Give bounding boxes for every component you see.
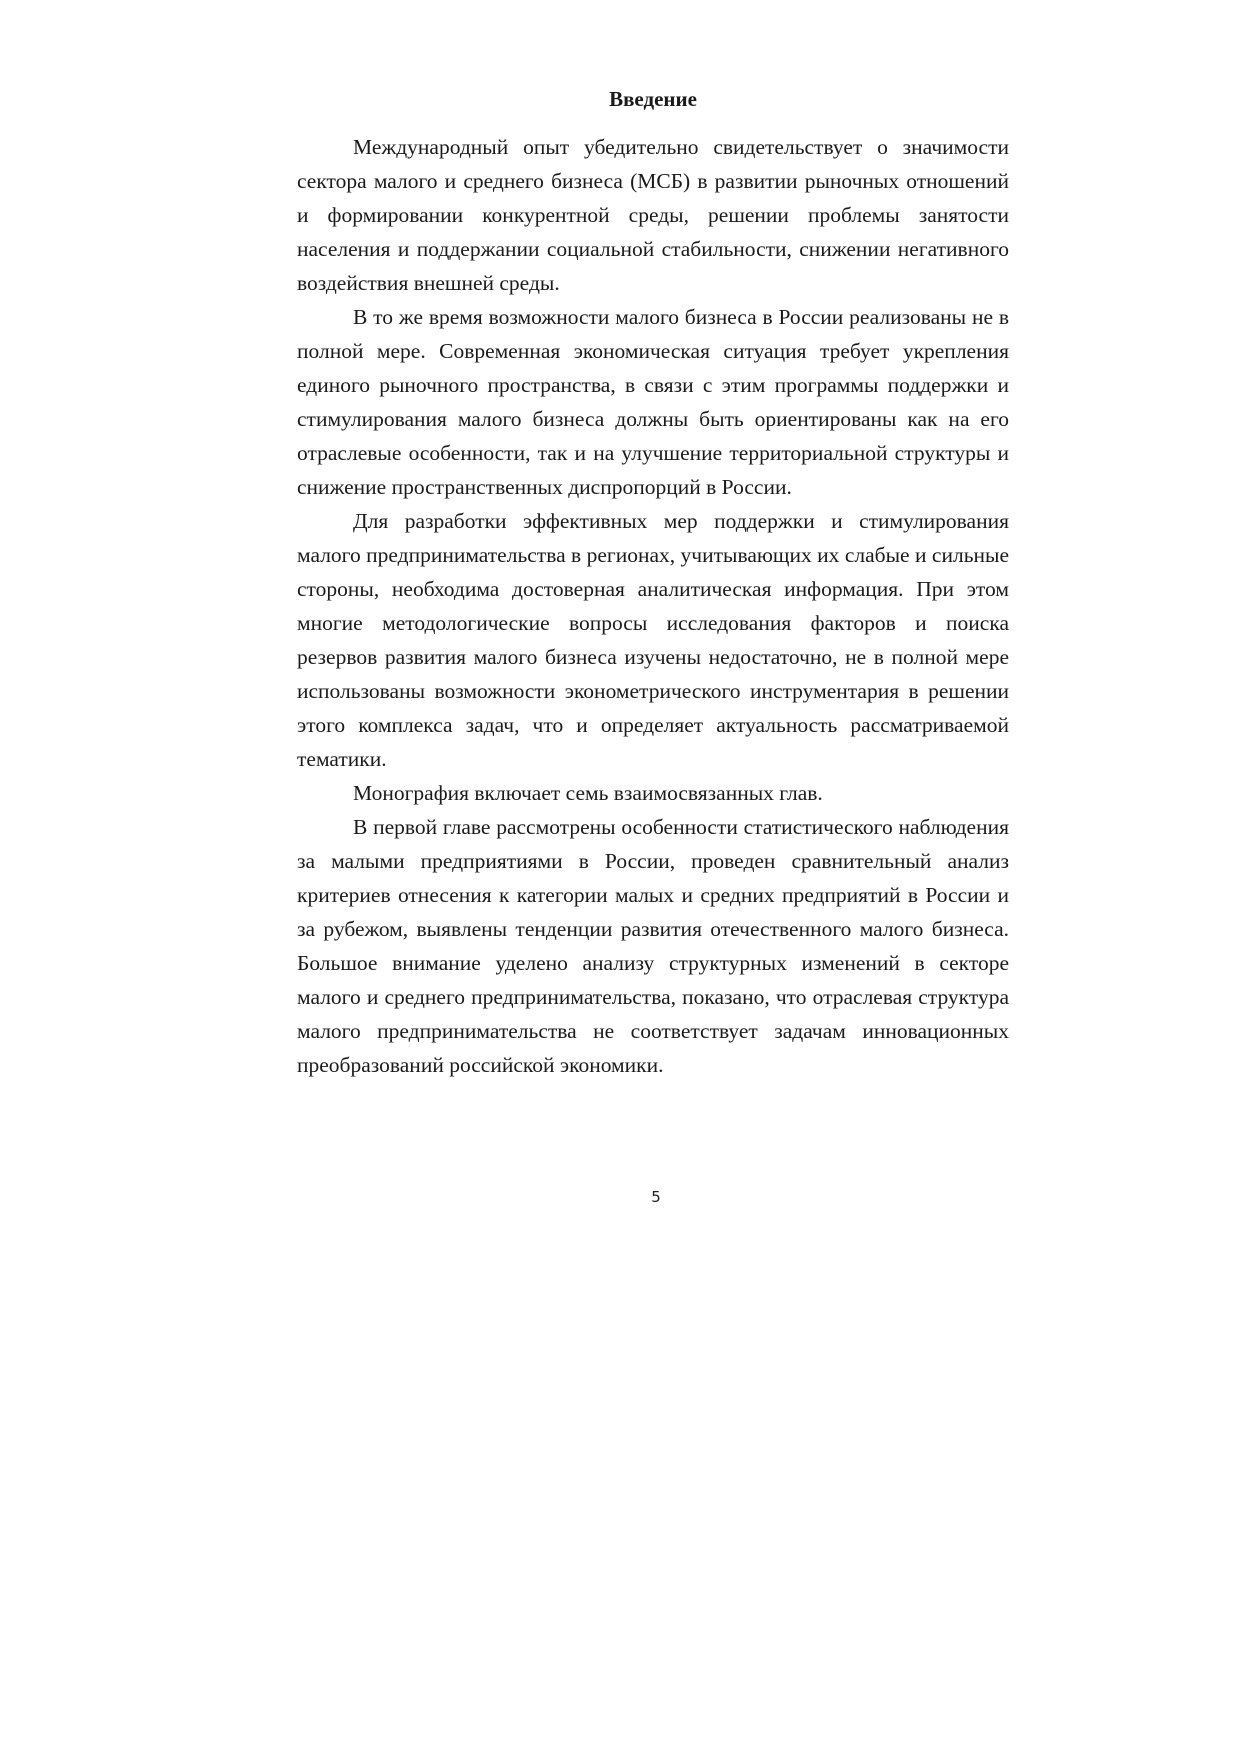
paragraph-3: Для разработки эффективных мер поддержки и стимулирования малого предпринимательства в регионах, учитывающих их слабые и сильные стороны, необходима достоверная аналитическая информация. При этом многие методологические вопросы исследования факторов и поиска резервов развития малого бизнеса изучены недостаточно, не в полной мере использованы возможности эконометрического инструментария в решении этого комплекса задач, что и определяет актуальность рассматриваемой тематики. (297, 509, 1009, 771)
paragraph-1: Международный опыт убедительно свидетельствует о значимости сектора малого и среднего бизнеса (МСБ) в развитии рыночных отношений и формировании конкурентной среды, решении проблемы занятости населения и поддержании социальной стабильности, снижении негативного воздействия внешней среды. (297, 135, 1009, 295)
paragraph-4: Монография включает семь взаимосвязанных глав. (353, 781, 823, 805)
paragraph-5: В первой главе рассмотрены особенности статистического наблюдения за малыми предприятиями в России, проведен сравнительный анализ критериев отнесения к категории малых и средних предприятий в России и за рубежом, выявлены тенденции развития отечественного малого бизнеса. Большое внимание уделено анализу структурных изменений в секторе малого и среднего предпринимательства, показано, что отраслевая структура малого предпринимательства не соответствует задачам инновационных преобразований российской экономики. (297, 815, 1009, 1077)
page-number: 5 (651, 1188, 661, 1206)
text-block (297, 82, 1009, 1082)
paragraph-2: В то же время возможности малого бизнеса в России реализованы не в полной мере. Современная экономическая ситуация требует укрепления единого рыночного пространства, в связи с этим программы поддержки и стимулирования малого бизнеса должны быть ориентированы как на его отраслевые особенности, так и на улучшение территориальной структуры и снижение пространственных диспропорций в России. (297, 305, 1009, 499)
section-title: Введение (609, 87, 697, 111)
